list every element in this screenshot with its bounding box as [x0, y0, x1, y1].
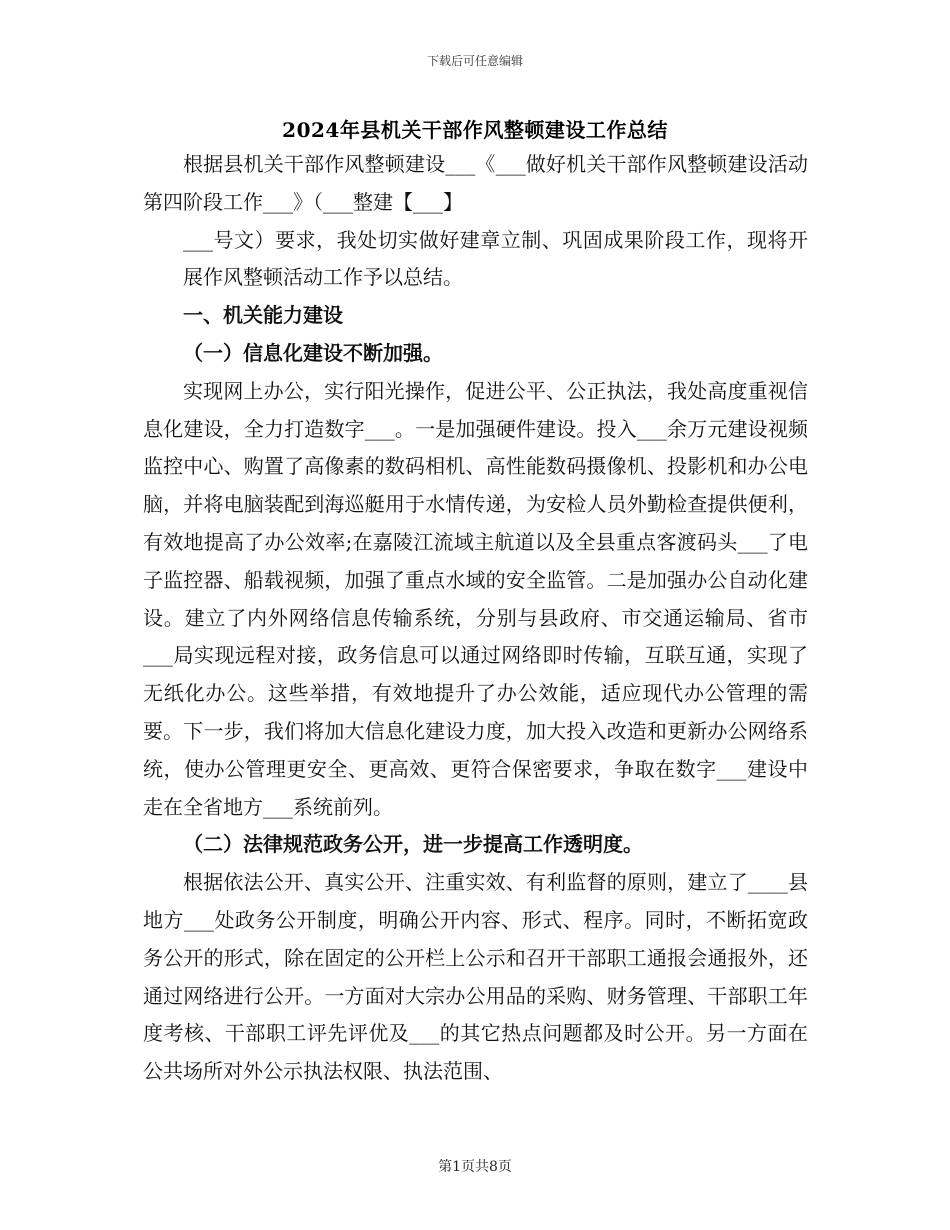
document-body [143, 146, 808, 1091]
intro-paragraph-1: 根据县机关干部作风整顿建设___《___做好机关干部作风整顿建设活动第四阶段工作___》（___整建【___】 [143, 152, 808, 214]
page-indicator: 第1页共8页 [438, 1159, 512, 1175]
intro-paragraph-2: ___号文）要求，我处切实做好建章立制、巩固成果阶段工作，现将开展作风整顿活动工作予以总结。 [183, 227, 808, 290]
subsection-heading-2: （二）法律规范政务公开，进一步提高工作透明度。 [183, 832, 643, 857]
subsection-heading-1: （一）信息化建设不断加强。 [183, 340, 443, 365]
subsection-paragraph-2: 根据依法公开、真实公开、注重实效、有利监督的原则，建立了____县地方___处政务公开制度，明确公开内容、形式、程序。同时，不断拓宽政务公开的形式，除在固定的公开栏上公示和召开干部职工通报会通报外，还通过网络进行公开。一方面对大宗办公用品的采购、财务管理、干部职工年度考核、干部职工评先评优及___的其它热点问题都及时公开。另一方面在公共场所对外公示执法权限、执法范围、 [143, 870, 808, 1084]
header-note: 下载后可任意编辑 [426, 54, 523, 68]
document-title: 2024年县机关干部作风整顿建设工作总结 [282, 118, 668, 142]
subsection-paragraph-1: 实现网上办公，实行阳光操作，促进公平、公正执法，我处高度重视信息化建设，全力打造数字___。一是加强硬件建设。投入___余万元建设视频监控中心、购置了高像素的数码相机、高性能数码摄像机、投影机和办公电脑，并将电脑装配到海巡艇用于水情传递，为安检人员外勤检查提供便利，有效地提高了办公效率;在嘉陵江流域主航道以及全县重点客渡码头___了电子监控器、船载视频，加强了重点水域的安全监管。二是加强办公自动化建设。建立了内外网络信息传输系统，分别与县政府、市交通运输局、省市___局实现远程对接，政务信息可以通过网络即时传输，互联互通，实现了无纸化办公。这些举措，有效地提升了办公效能，适应现代办公管理的需要。下一步，我们将加大信息化建设力度，加大投入改造和更新办公网络系统，使办公管理更安全、更高效、更符合保密要求，争取在数字___建设中走在全省地方___系统前列。 [143, 378, 808, 819]
section-heading-1: 一、机关能力建设 [183, 303, 343, 328]
